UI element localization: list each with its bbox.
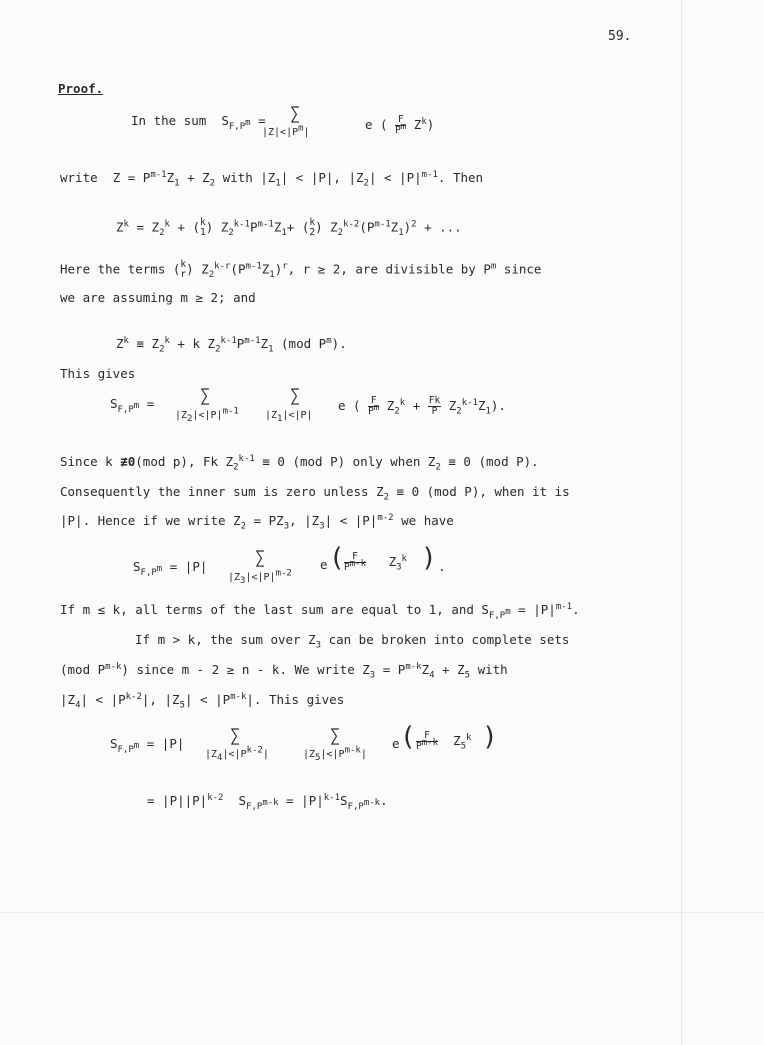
double-sum-term: e ( $\frac{F}{P^m}$ $Z_2^k$ + $\frac{Fk}{P}$ $Z_2^{k-1}Z_1$). xyxy=(338,395,506,417)
double-sum-lhs: $S_{F,P^m}$ = xyxy=(110,396,155,415)
binomial-expansion: $Z^k = Z_2^k$ + ( k 1 ) $Z_2^{k-1}P^{m-1}Z_1+$ ( k 2 ) $Z_2^{k-2}(P^{m-1}Z_1)^2$ + ... xyxy=(116,217,462,238)
summation-range-inner: $|Z_1|<|P|$ xyxy=(265,410,313,424)
period: . xyxy=(438,559,446,574)
split-sum-e: e xyxy=(392,736,400,751)
split-sum-lhs: $S_{F,P^m} = |P|$ xyxy=(110,736,185,755)
page-edge-line xyxy=(681,0,682,1045)
case-m-gt-k-line: If m > k, the sum over $Z_3$ can be broken into complete sets xyxy=(135,632,570,651)
close-paren-2: ) xyxy=(482,722,498,752)
summation-sign-z3: ∑ xyxy=(255,548,266,568)
page-number: 59. xyxy=(608,29,632,44)
summation-sign-inner: ∑ xyxy=(290,386,301,406)
assumption-line: we are assuming m ≥ 2; and xyxy=(60,290,256,305)
summation-sign-z5: ∑ xyxy=(330,726,341,746)
summation-range-z3: $|Z_3|<|P|^{m-2}$ xyxy=(228,568,292,586)
summation-range-z4: $|Z_4|<|P^{k-2}|$ xyxy=(205,745,269,763)
split-sum-fraction: $\frac{F}{P^{m-k}}$ $Z_5^k$ xyxy=(416,730,472,752)
summation-range-outer: $|Z_2|<|P|^{m-1}$ xyxy=(175,406,239,424)
mod-line: (mod $P^{m-k}$) since m - 2 ≥ n - k. We write $Z_3 = P^{m-k}Z_4 + Z_5$ with xyxy=(60,661,508,681)
summation-sign-outer: ∑ xyxy=(200,386,211,406)
summation-range-z5: $|Z_5|<|P^{m-k}|$ xyxy=(303,745,367,763)
reduced-sum-lhs: $S_{F,P^m} = |P|$ xyxy=(133,559,208,578)
summation-sign: ∑ xyxy=(290,104,301,124)
divisibility-line: Here the terms ( k r ) $Z_2^{k-r}(P^{m-1}Z_1)^r$, r ≥ 2, are divisible by $P^m$ since xyxy=(60,259,542,280)
open-paren-2: ( xyxy=(400,722,416,752)
sum-term: e ( $\frac{F}{P^m}$ $Z^k$) xyxy=(365,114,435,136)
close-paren: ) xyxy=(421,543,437,573)
final-result-line: = $|P||P|^{k-2}$ $S_{F,P^{m-k}} = |P|^{k-1}S_{F,P^{m-k}}$. xyxy=(147,792,388,812)
summation-sign-z4: ∑ xyxy=(230,726,241,746)
decomposition-line: write $Z = P^{m-1}Z_1 + Z_2$ with $|Z_1| < |P|$, $|Z_2| < |P|^{m-1}$. Then xyxy=(60,169,484,189)
hence-line: |P|. Hence if we write $Z_2 = PZ_3$, $|Z_3| < |P|^{m-2}$ we have xyxy=(60,512,454,532)
reduced-sum-fraction: $\frac{F}{P^{m-k}}$ $Z_3^k$ xyxy=(344,551,407,573)
since-line: Since k ≢0(mod p), Fk $Z_2^{k-1} \equiv 0$ (mod P) only when $Z_2 \equiv 0$ (mod P). xyxy=(60,453,539,473)
congruence-line: $Z^k \equiv Z_2^k + k$ $Z_2^{k-1}P^{m-1}Z_1$ (mod $P^m$). xyxy=(116,335,347,355)
reduced-sum-term: e xyxy=(320,557,328,572)
this-gives-line: This gives xyxy=(60,366,136,381)
page-bottom-line xyxy=(0,912,764,913)
consequently-line: Consequently the inner sum is zero unless $Z_2 \equiv 0$ (mod P), when it is xyxy=(60,484,570,503)
summation-range: $|Z|<|P^m|$ xyxy=(262,123,310,138)
case-m-le-k-line: If m ≤ k, all terms of the last sum are equal to 1, and $S_{F,P^m} = |P|^{m-1}$. xyxy=(60,601,580,621)
open-paren: ( xyxy=(329,543,345,573)
sum-definition-line: In the sum $S_{F,P^m}$ = xyxy=(131,113,266,132)
proof-heading: Proof. xyxy=(58,81,104,96)
bounds-line: $|Z_4| < |P^{k-2}|$, $|Z_5| < |P^{m-k}|$. This gives xyxy=(60,691,345,711)
